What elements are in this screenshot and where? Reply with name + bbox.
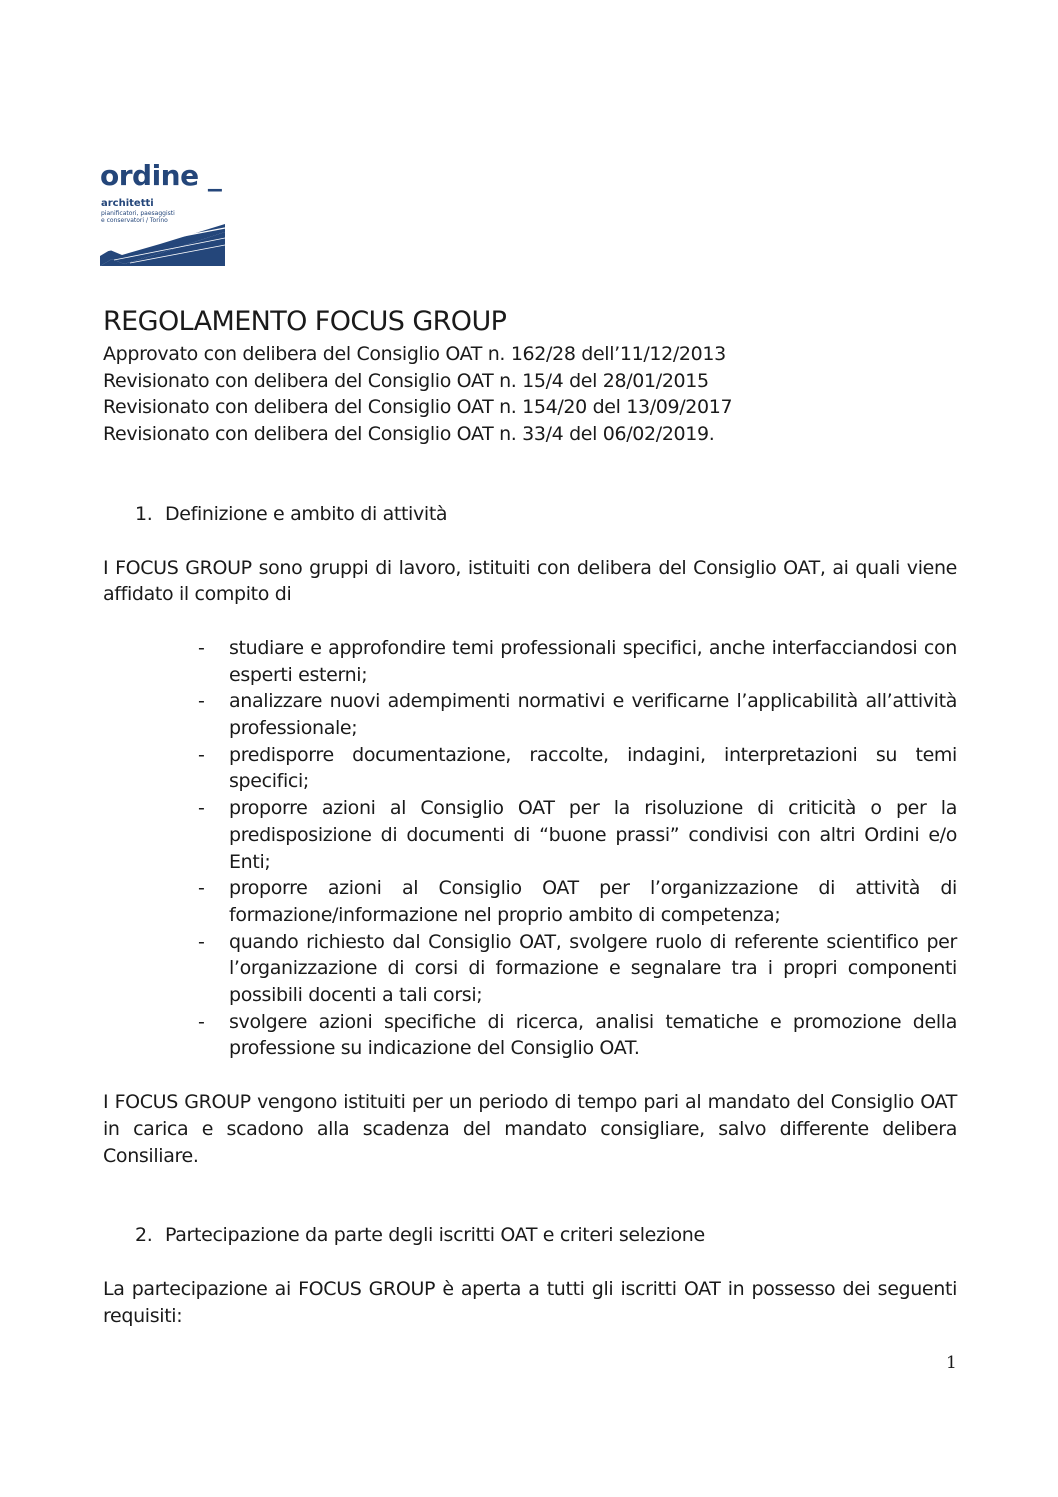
bullet-dash: -	[198, 743, 205, 766]
list-item	[198, 875, 957, 928]
section-1-intro: I FOCUS GROUP sono gruppi di lavoro, istituiti con delibera del Consiglio OAT, ai quali viene affidato il compito di	[103, 556, 957, 606]
bullet-dash: -	[198, 797, 205, 820]
list-item-text: predisporre documentazione, raccolte, indagini, interpretazioni su temi specifici;	[229, 743, 957, 793]
section-1-closing: I FOCUS GROUP vengono istituiti per un periodo di tempo pari al mandato del Consiglio OAT in carica e scadono alla scadenza del mandato consigliare, salvo differente delibera Consiliare.	[103, 1091, 957, 1167]
list-item-text: quando richiesto dal Consiglio OAT, svolgere ruolo di referente scientifico per l’organizzazione di corsi di formazione e segnalare tra i propri componenti possibili docenti a tali corsi;	[229, 930, 957, 1007]
list-item	[198, 929, 957, 1009]
section-number: 2.	[135, 1224, 153, 1247]
ordine-architetti-logo	[100, 160, 230, 270]
bullet-dash: -	[198, 930, 205, 953]
list-item-text: proporre azioni al Consiglio OAT per l’organizzazione di attività di formazione/informazione nel proprio ambito di competenza;	[229, 877, 957, 926]
bullet-dash: -	[198, 690, 205, 713]
list-item-text: proporre azioni al Consiglio OAT per la risoluzione di criticità o per la predisposizione di documenti di “buone prassi” condivisi con altri Ordini e/o Enti;	[229, 797, 957, 873]
document-title: REGOLAMENTO FOCUS GROUP	[103, 306, 507, 337]
logo-landscape-icon	[100, 222, 228, 268]
list-item	[198, 742, 957, 795]
list-item	[198, 1009, 957, 1062]
section-title: Partecipazione da parte degli iscritti OAT e criteri selezione	[165, 1224, 705, 1247]
section-title: Definizione e ambito di attività	[165, 502, 448, 525]
section-number: 1.	[135, 502, 153, 525]
logo-subtitle: architetti	[101, 198, 154, 209]
list-item	[198, 795, 957, 875]
revision-line: Revisionato con delibera del Consiglio OAT n. 33/4 del 06/02/2019.	[103, 423, 715, 446]
list-item	[198, 688, 957, 741]
revision-line: Revisionato con delibera del Consiglio OAT n. 154/20 del 13/09/2017	[103, 396, 733, 419]
logo-wordmark: ordine _	[100, 159, 222, 192]
logo-tagline: pianificatori, paesaggisti e conservatori / Torino	[101, 210, 175, 224]
section-2-heading	[103, 1222, 957, 1249]
revision-line: Revisionato con delibera del Consiglio OAT n. 15/4 del 28/01/2015	[103, 369, 709, 392]
bullet-dash: -	[198, 877, 205, 900]
section-1-heading	[103, 501, 957, 528]
page-number: 1	[946, 1353, 957, 1373]
list-item-text: analizzare nuovi adempimenti normativi e verificarne l’applicabilità all’attività professionale;	[229, 690, 957, 740]
list-item	[198, 635, 957, 688]
section-2-intro: La partecipazione ai FOCUS GROUP è aperta a tutti gli iscritti OAT in possesso dei seguenti requisiti:	[103, 1277, 957, 1327]
list-item-text: studiare e approfondire temi professionali specifici, anche interfacciandosi con esperti esterni;	[229, 636, 957, 686]
list-item-text: svolgere azioni specifiche di ricerca, analisi tematiche e promozione della professione su indicazione del Consiglio OAT.	[229, 1010, 957, 1060]
document-body	[103, 305, 957, 1329]
approval-line: Approvato con delibera del Consiglio OAT n. 162/28 dell’11/12/2013	[103, 343, 726, 365]
bullet-dash: -	[198, 636, 205, 659]
section-1-task-list	[103, 635, 957, 1062]
bullet-dash: -	[198, 1010, 205, 1033]
